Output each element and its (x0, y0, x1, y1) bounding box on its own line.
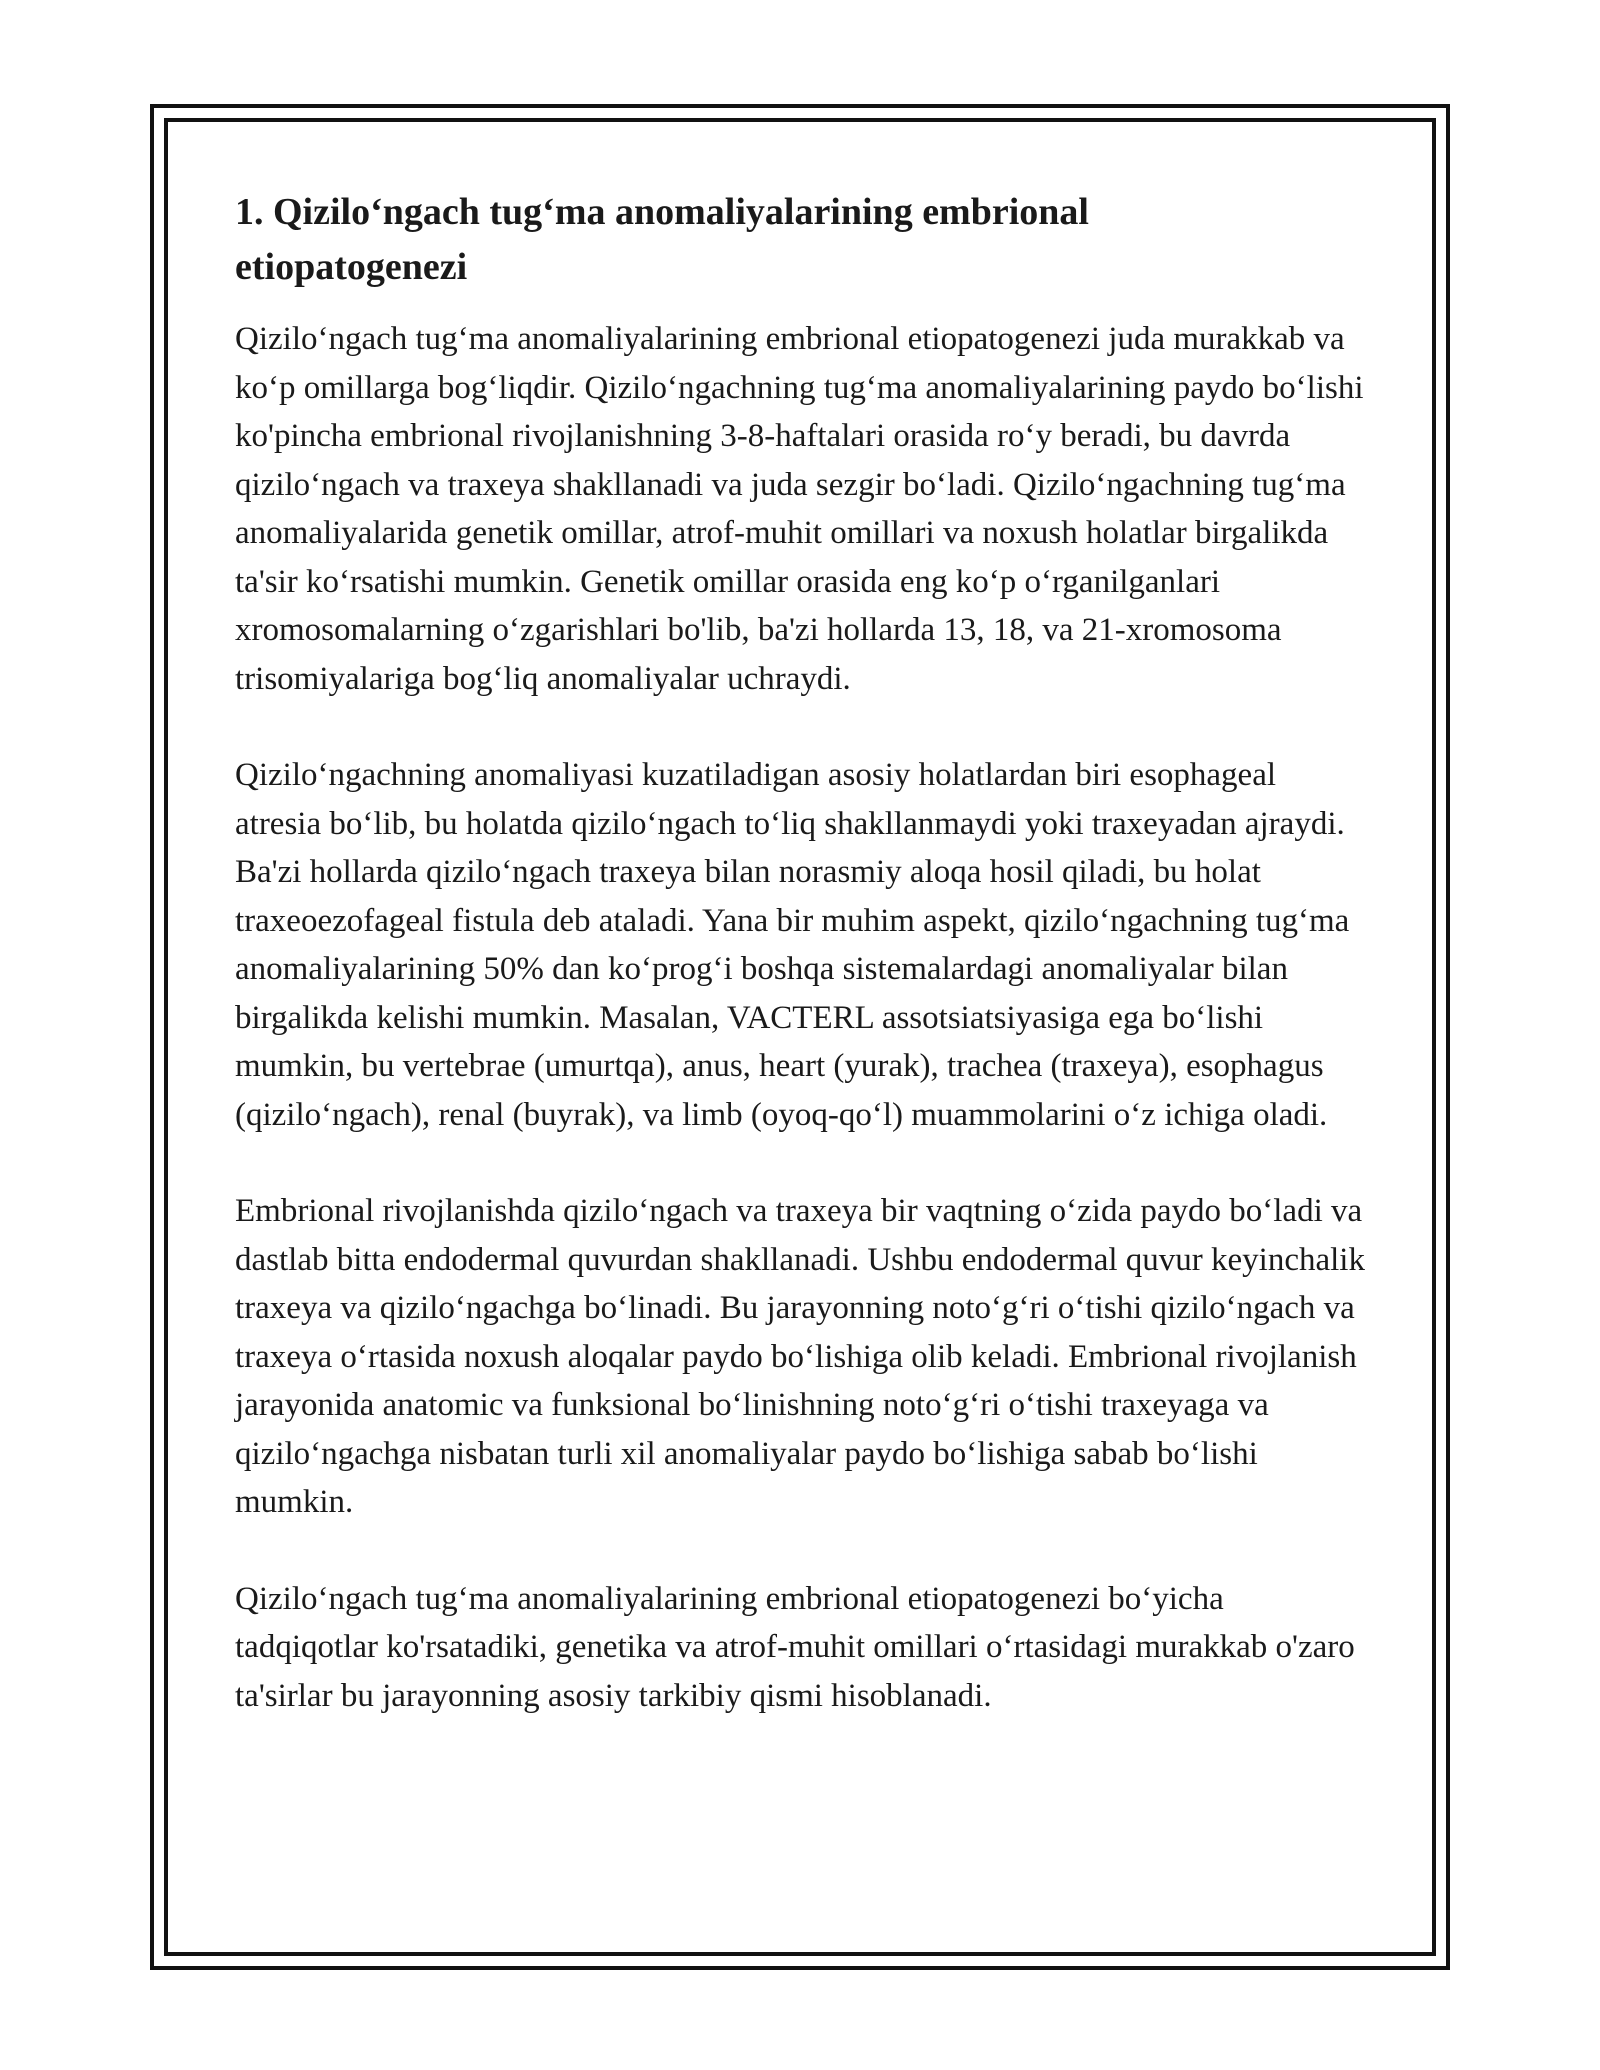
paragraph-4: Qizilo‘ngach tug‘ma anomaliyalarining embrional etiopatogenezi bo‘yicha tadqiqotlar ko'rsatadiki, genetika va atrof-muhit omillari o‘rtasidagi murakkab o'zaro ta'sirlar bu jarayonning asosiy tarkibiy qismi hisoblanadi. (235, 1580, 1355, 1714)
paragraph-1: Qizilo‘ngach tug‘ma anomaliyalarining embrional etiopatogenezi juda murakkab va ko‘p omillarga bog‘liqdir. Qizilo‘ngachning tug‘ma anomaliyalarining paydo bo‘lishi ko'pincha embrional rivojlanishning 3-8-haftalari orasida ro‘y beradi, bu davrda qizilo‘ngach va traxeya shakllanadi va juda sezgir bo‘ladi. Qizilo‘ngachning tug‘ma anomaliyalarida genetik omillar, atrof-muhit omillari va noxush holatlar birgalikda ta'sir ko‘rsatishi mumkin. Genetik omillar orasida eng ko‘p o‘rganilganlari xromosomalarning o‘zgarishlari bo'lib, ba'zi hollarda 13, 18, va 21-xromosoma trisomiyalariga bog‘liq anomaliyalar uchraydi. (235, 321, 1364, 697)
document-body (235, 185, 1375, 1768)
paragraph-2: Qizilo‘ngachning anomaliyasi kuzatiladigan asosiy holatlardan biri esophageal atresia bo‘lib, bu holatda qizilo‘ngach to‘liq shakllanmaydi yoki traxeyadan ajraydi. Ba'zi hollarda qizilo‘ngach traxeya bilan norasmiy aloqa hosil qiladi, bu holat traxeoezofageal fistula deb ataladi. Yana bir muhim aspekt, qizilo‘ngachning tug‘ma anomaliyalarining 50% dan ko‘prog‘i boshqa sistemalardagi anomaliyalar bilan birgalikda kelishi mumkin. Masalan, VACTERL assotsiatsiyasiga ega bo‘lishi mumkin, bu vertebrae (umurtqa), anus, heart (yurak), trachea (traxeya), esophagus (qizilo‘ngach), renal (buyrak), va limb (oyoq-qo‘l) muammolarini o‘z ichiga oladi. (235, 757, 1350, 1133)
paragraph-3: Embrional rivojlanishda qizilo‘ngach va traxeya bir vaqtning o‘zida paydo bo‘ladi va dastlab bitta endodermal quvurdan shakllanadi. Ushbu endodermal quvur keyinchalik traxeya va qizilo‘ngachga bo‘linadi. Bu jarayonning noto‘g‘ri o‘tishi qizilo‘ngach va traxeya o‘rtasida noxush aloqalar paydo bo‘lishiga olib keladi. Embrional rivojlanish jarayonida anatomic va funksional bo‘linishning noto‘g‘ri o‘tishi traxeyaga va qizilo‘ngachga nisbatan turli xil anomaliyalar paydo bo‘lishiga sabab bo‘lishi mumkin. (235, 1193, 1365, 1520)
section-title: 1. Qizilo‘ngach tug‘ma anomaliyalarining embrional etiopatogenezi (235, 191, 1089, 288)
